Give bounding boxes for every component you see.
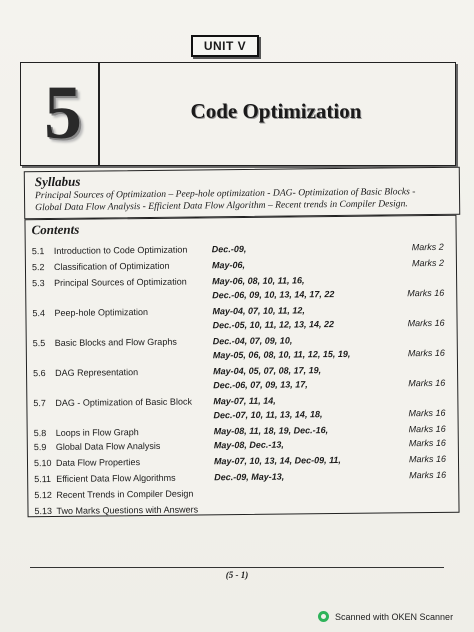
section-title: Recent Trends in Compiler Design xyxy=(56,488,194,500)
scanner-logo-icon xyxy=(318,611,329,622)
contents-box xyxy=(24,215,459,518)
marks-value: Marks 2 xyxy=(411,257,444,269)
section-title: DAG - Optimization of Basic Block xyxy=(55,396,192,408)
contents-row xyxy=(34,452,454,470)
exam-years: Dec.-04, 07, 09, 10, xyxy=(212,335,293,347)
unit-label: UNIT V xyxy=(191,35,259,57)
exam-years: May-08, Dec.-13, xyxy=(213,439,284,451)
section-title: Global Data Flow Analysis xyxy=(55,440,161,452)
contents-row xyxy=(32,286,452,304)
chapter-number: 5 xyxy=(44,71,82,155)
section-number: 5.1 xyxy=(31,246,45,257)
section-title: Peep-hole Optimization xyxy=(54,306,149,318)
syllabus-line-2: Global Data Flow Analysis - Efficient Data Flow Algorithm – Recent trends in Compiler Design. xyxy=(35,198,408,214)
section-title: Data Flow Properties xyxy=(55,457,141,468)
chapter-header xyxy=(20,62,456,166)
scanner-watermark xyxy=(318,612,453,623)
section-title: Introduction to Code Optimization xyxy=(53,244,188,256)
marks-value: Marks 16 xyxy=(407,287,445,299)
exam-years: Dec.-06, 09, 10, 13, 14, 17, 22 xyxy=(212,289,335,301)
exam-years: Dec.-07, 10, 11, 13, 14, 18, xyxy=(213,409,323,421)
exam-years: Dec.-05, 10, 11, 12, 13, 14, 22 xyxy=(212,319,335,331)
syllabus-text xyxy=(35,186,453,214)
contents-row xyxy=(32,256,452,274)
section-number: 5.2 xyxy=(31,262,45,273)
exam-years: May-07, 10, 13, 14, Dec-09, 11, xyxy=(213,454,341,467)
marks-value: Marks 16 xyxy=(408,377,446,389)
syllabus-box xyxy=(24,167,460,220)
exam-years: Dec.-09, May-13, xyxy=(214,471,285,483)
marks-value: Marks 16 xyxy=(407,317,445,329)
section-title: Efficient Data Flow Algorithms xyxy=(56,472,176,484)
section-title: Loops in Flow Graph xyxy=(55,427,139,438)
marks-value: Marks 16 xyxy=(407,347,445,359)
marks-value: Marks 16 xyxy=(408,453,447,465)
section-number: 5.13 xyxy=(34,505,53,517)
section-title: Principal Sources of Optimization xyxy=(54,276,187,288)
contents-row xyxy=(32,240,452,258)
marks-value: Marks 16 xyxy=(408,437,446,449)
contents-row xyxy=(33,406,453,424)
chapter-title: Code Optimization xyxy=(190,99,362,123)
section-number: 5.4 xyxy=(32,308,46,319)
exam-years: May-04, 05, 07, 08, 17, 19, xyxy=(213,365,322,377)
exam-years: May-07, 11, 14, xyxy=(213,395,276,407)
contents-row xyxy=(34,468,454,486)
section-number: 5.7 xyxy=(33,398,46,409)
section-number: 5.10 xyxy=(33,458,52,469)
chapter-divider xyxy=(98,63,100,165)
section-number: 5.3 xyxy=(32,278,45,289)
section-number: 5.6 xyxy=(33,368,46,379)
marks-value: Marks 16 xyxy=(408,407,446,419)
contents-row xyxy=(33,376,453,394)
contents-row xyxy=(34,484,454,502)
exam-years: Dec.-06, 07, 09, 13, 17, xyxy=(213,379,308,391)
footer-rule xyxy=(30,567,444,568)
section-title: DAG Representation xyxy=(55,367,139,378)
exam-years: May-06, xyxy=(211,259,246,271)
section-number: 5.12 xyxy=(34,489,52,501)
exam-years: May-06, 08, 10, 11, 16, xyxy=(212,275,305,287)
syllabus-line-1: Principal Sources of Optimization – Peep-hole optimization - DAG- Optimization of Basic Blocks - xyxy=(34,186,416,202)
exam-years: Dec.-09, xyxy=(211,243,247,255)
section-number: 5.11 xyxy=(34,474,52,485)
section-number: 5.8 xyxy=(33,428,47,439)
contents-row xyxy=(34,500,454,518)
section-title: Two Marks Questions with Answers xyxy=(56,504,199,516)
contents-row xyxy=(33,346,453,364)
section-title: Basic Blocks and Flow Graphs xyxy=(54,336,177,348)
marks-value: Marks 16 xyxy=(409,469,447,481)
section-number: 5.5 xyxy=(32,338,46,349)
exam-years: May-04, 07, 10, 11, 12, xyxy=(212,305,305,317)
marks-value: Marks 16 xyxy=(408,423,446,435)
scanner-label: Scanned with OKEN Scanner xyxy=(335,612,454,622)
section-title: Classification of Optimization xyxy=(53,260,170,272)
exam-years: May-05, 06, 08, 10, 11, 12, 15, 19, xyxy=(212,348,351,361)
page-number: (5 - 1) xyxy=(225,570,249,580)
marks-value: Marks 2 xyxy=(411,241,444,253)
contents-heading: Contents xyxy=(31,221,80,238)
contents-row xyxy=(34,436,454,454)
section-number: 5.9 xyxy=(33,442,47,453)
exam-years: May-08, 11, 18, 19, Dec.-16, xyxy=(213,425,329,437)
contents-row xyxy=(33,316,453,334)
syllabus-heading: Syllabus xyxy=(34,173,81,190)
